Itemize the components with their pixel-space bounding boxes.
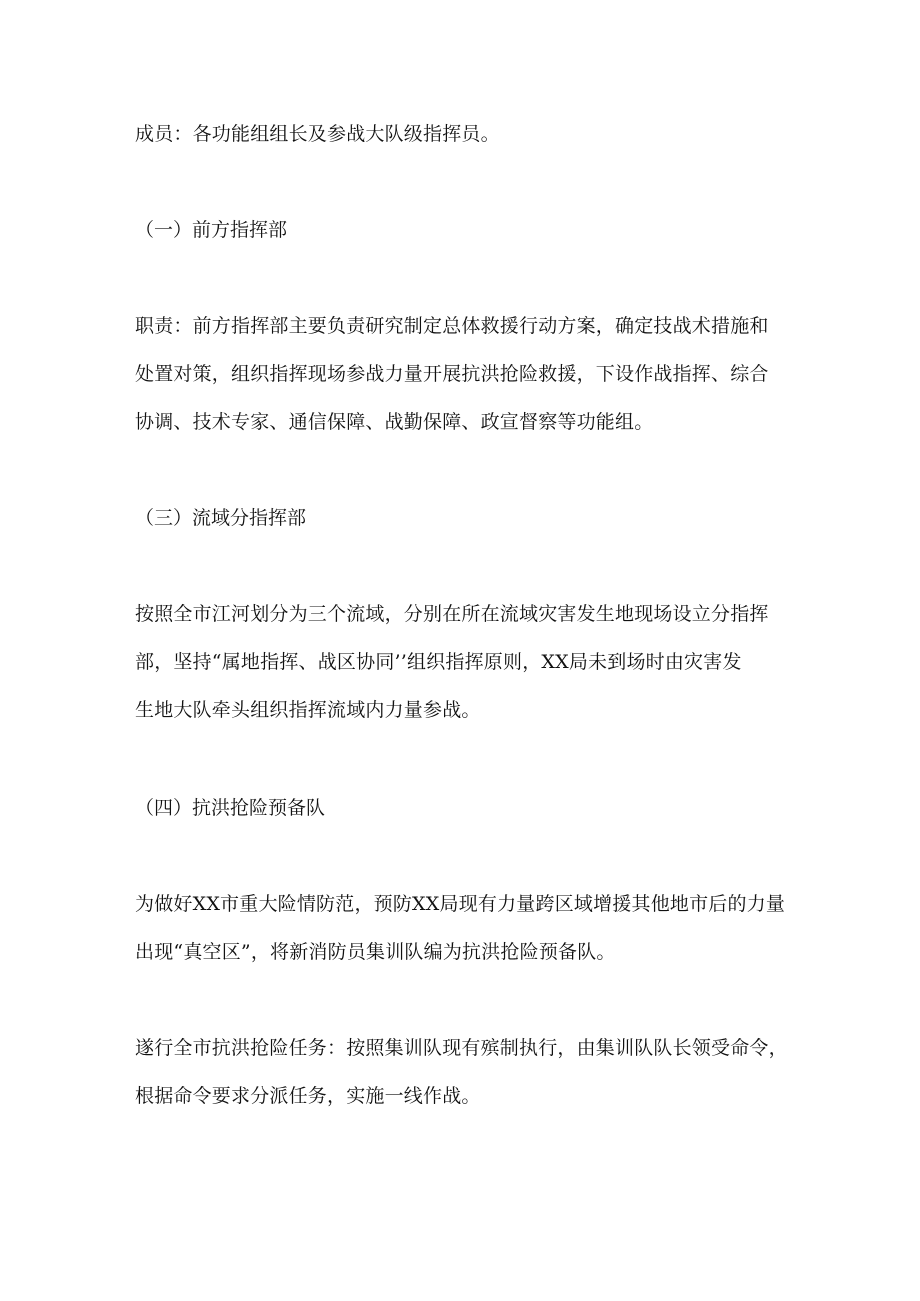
text-line: 遂行全市抗洪抢险任务：按照集训队现有殡制执行，由集训队队长领受命令，: [135, 1037, 788, 1059]
section-heading-flood-reserve: （四）抗洪抢险预备队: [135, 797, 326, 819]
section-heading-basin-command: （三）流域分指挥部: [135, 507, 307, 529]
text-line: 根据命令要求分派任务，实施一线作战。: [135, 1085, 481, 1107]
text-line: 部，坚持“属地指挥、战区协同’’组织指挥原则，XX局未到场时由灾害发: [135, 651, 742, 673]
text-line: 成员：各功能组组长及参战大队级指挥员。: [135, 123, 500, 145]
section-heading-front-command: （一）前方指挥部: [135, 219, 288, 241]
text-line: 出现“真空区”，将新消防员集训队编为抗洪抢险预备队。: [135, 941, 616, 963]
flood-reserve-paragraph-1: [135, 880, 795, 976]
text-line: 为做好XX市重大险情防范，预防XX局现有力量跨区域增援其他地市后的力量: [135, 893, 786, 915]
members-paragraph: [135, 110, 795, 158]
text-line: 职责：前方指挥部主要负责研究制定总体救援行动方案，确定技战术措施和: [135, 315, 769, 337]
flood-reserve-paragraph-2: [135, 1024, 795, 1120]
text-line: 按照全市江河划分为三个流域，分别在所在流域灾害发生地现场设立分指挥: [135, 603, 769, 625]
text-line: 生地大队牵头组织指挥流域内力量参战。: [135, 699, 481, 721]
front-command-paragraph: [135, 302, 795, 446]
text-line: 协调、技术专家、通信保障、战勤保障、政宣督察等功能组。: [135, 411, 654, 433]
basin-command-paragraph: [135, 590, 795, 734]
text-line: 处置对策，组织指挥现场参战力量开展抗洪抢险救援，下设作战指挥、综合: [135, 363, 769, 385]
